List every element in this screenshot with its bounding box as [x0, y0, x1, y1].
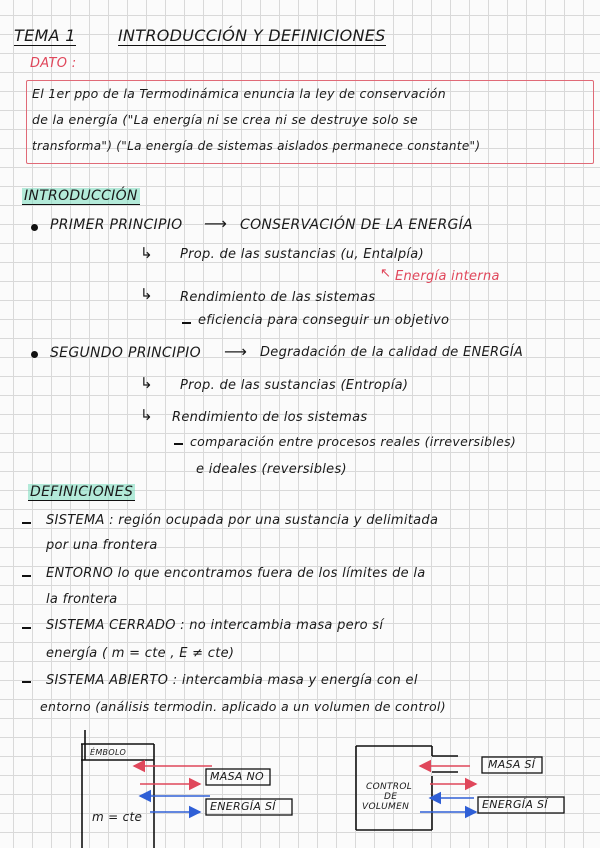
primer-target: CONSERVACIÓN DE LA ENERGÍA: [240, 217, 473, 233]
dato-line-2: de la energía ("La energía ni se crea ni se destruye solo se: [32, 112, 418, 127]
closed-energy-label: ENERGÍA SÍ: [210, 800, 276, 813]
arrow-right-icon: ⟶: [224, 342, 248, 361]
segundo-sub1: Prop. de las sustancias (Entropía): [180, 378, 409, 393]
def-abierto-line2: entorno (análisis termodin. aplicado a un volumen de control): [40, 699, 446, 714]
sub-arrow-icon: ↳: [140, 374, 153, 392]
return-arrow-icon: ↖: [380, 266, 392, 281]
def-sistema-line2: por una frontera: [46, 538, 158, 553]
segundo-target: Degradación de la calidad de ENERGÍA: [260, 345, 524, 360]
segundo-sub2: Rendimiento de los sistemas: [172, 410, 368, 425]
primer-annotation: Energía interna: [395, 269, 500, 284]
def-sistema-line1: SISTEMA : región ocupada por una sustancia y delimitada: [46, 513, 439, 528]
definiciones-heading-text: DEFINICIONES: [30, 484, 134, 500]
dato-label: DATO :: [30, 56, 77, 71]
def-abierto-line1: SISTEMA ABIERTO : intercambia masa y energía con el: [46, 673, 418, 688]
page-title: INTRODUCCIÓN Y DEFINICIONES: [118, 26, 386, 45]
introduccion-heading-text: INTRODUCCIÓN: [24, 188, 138, 204]
sub-arrow-icon: ↳: [140, 285, 153, 303]
primer-sub2-detail: eficiencia para conseguir un objetivo: [198, 313, 450, 328]
def-entorno-line1: ENTORNO lo que encontramos fuera de los límites de la: [46, 566, 426, 581]
closed-mass-label: MASA NO: [210, 770, 265, 783]
primer-sub2: Rendimiento de las sistemas: [180, 290, 376, 305]
closed-condition: m = cte: [92, 810, 143, 824]
piston-label: émbolo: [90, 745, 127, 758]
primer-principio-label: PRIMER PRINCIPIO: [50, 217, 183, 233]
segundo-principio-label: SEGUNDO PRINCIPIO: [50, 345, 201, 361]
cv-label-1: CONTROL: [366, 782, 413, 792]
topic-title: TEMA 1: [14, 26, 76, 45]
dato-line-3: transforma") ("La energía de sistemas aislados permanece constante"): [32, 139, 481, 153]
sub-arrow-icon: ↳: [140, 406, 153, 424]
open-energy-label: ENERGÍA SÍ: [482, 798, 548, 811]
primer-sub1: Prop. de las sustancias (u, Entalpía): [180, 247, 424, 262]
cv-label-3: VOLUMEN: [362, 802, 410, 812]
segundo-sub2-detail1: comparación entre procesos reales (irreversibles): [190, 434, 517, 449]
cv-label-2: DE: [384, 792, 398, 802]
def-cerrado-line2: energía ( m = cte , E ≠ cte): [46, 646, 235, 661]
def-cerrado-line1: SISTEMA CERRADO : no intercambia masa pero sí: [46, 618, 384, 633]
sub-arrow-icon: ↳: [140, 244, 153, 262]
open-mass-label: MASA SÍ: [488, 758, 536, 771]
def-entorno-line2: la frontera: [46, 592, 118, 607]
dato-line-1: El 1er ppo de la Termodinámica enuncia la ley de conservación: [32, 86, 446, 101]
arrow-right-icon: ⟶: [204, 214, 228, 233]
segundo-sub2-detail2: e ideales (reversibles): [196, 462, 347, 477]
